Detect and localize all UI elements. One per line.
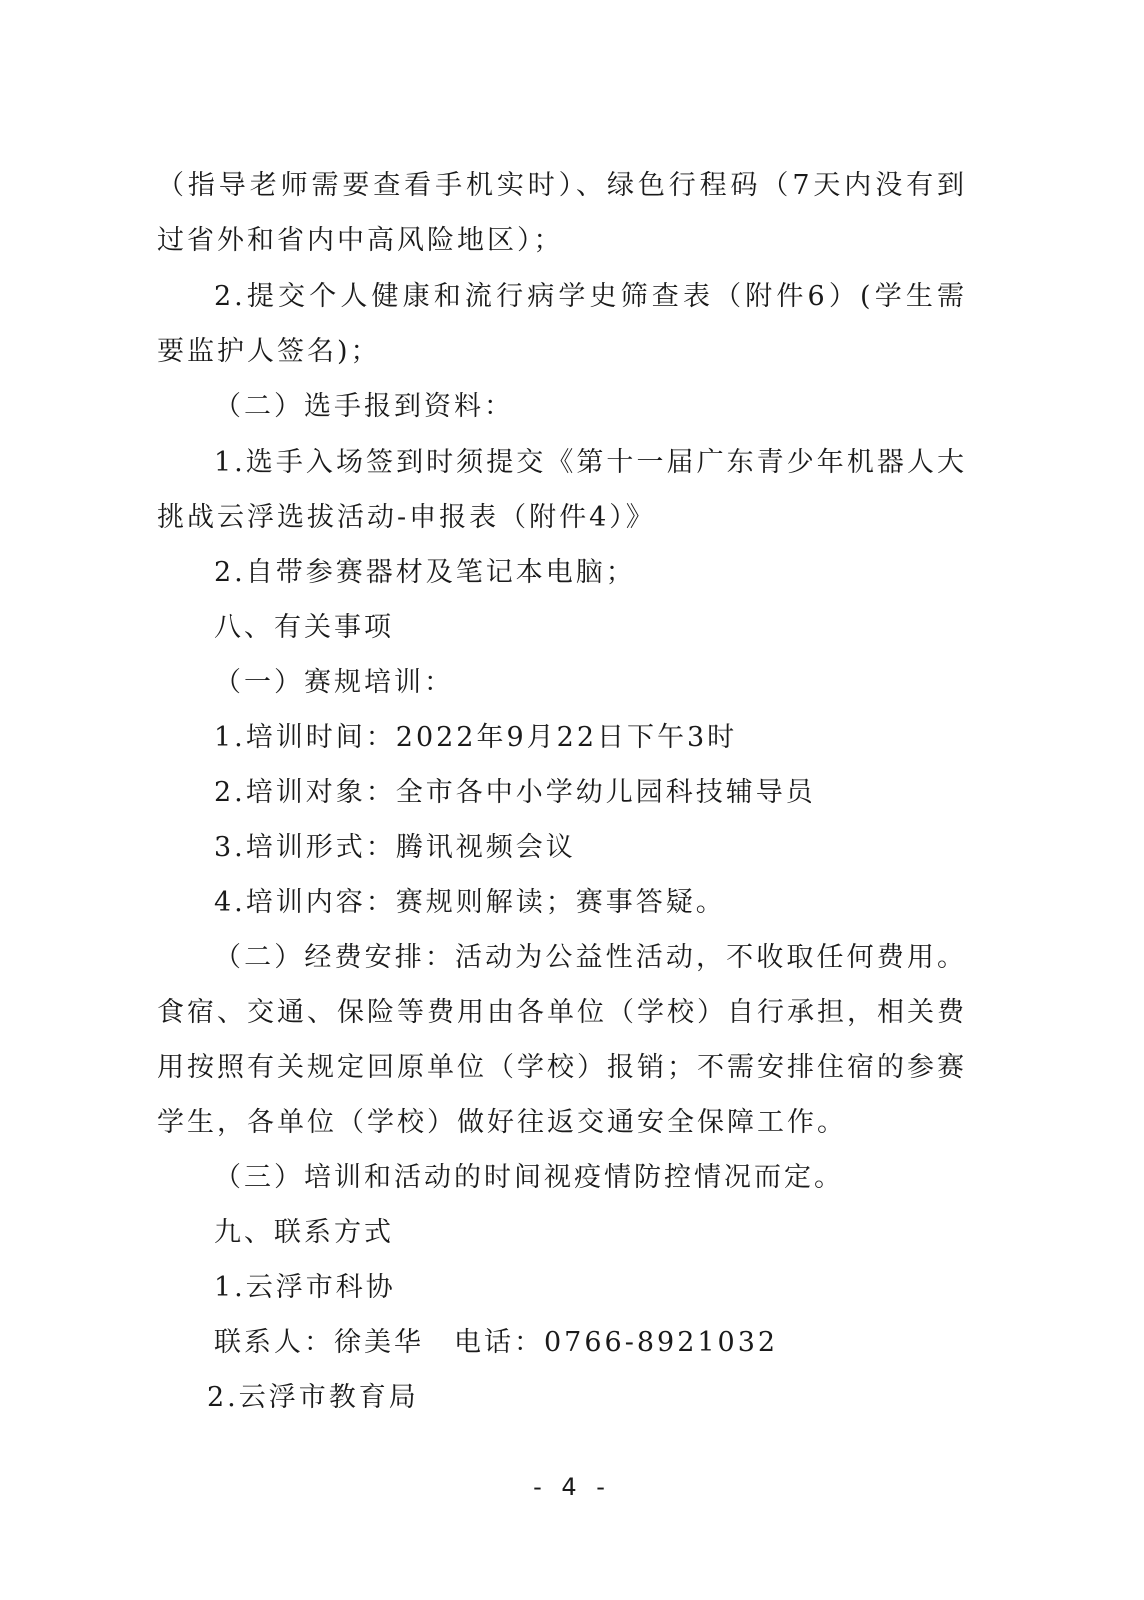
section-heading-rules-training: （一）赛规培训： [214,667,454,698]
text-line-4: 要监护人签名)； [157,336,381,367]
contact-line: 联系人：徐美华 电话：0766-8921032 [214,1327,779,1358]
text-line-6: 1.选手入场签到时须提交《第十一届广东青少年机器人大 [214,447,967,478]
text-line-21: 1.云浮市科协 [214,1272,396,1303]
text-line-17: 用按照有关规定回原单位（学校）报销；不需安排住宿的参赛 [157,1052,967,1083]
text-line-11: 1.培训时间：2022年9月22日下午3时 [214,722,738,753]
text-line-8: 2.自带参赛器材及笔记本电脑； [214,557,636,588]
text-line-19: （三）培训和活动的时间视疫情防控情况而定。 [214,1162,844,1193]
text-line-2: 过省外和省内中高风险地区）； [157,225,564,256]
text-line-3: 2.提交个人健康和流行病学史筛查表（附件6）(学生需 [214,281,967,312]
text-line-14: 4.培训内容：赛规则解读；赛事答疑。 [214,887,726,918]
text-line-16: 食宿、交通、保险等费用由各单位（学校）自行承担，相关费 [157,997,967,1028]
text-line-15: （二）经费安排：活动为公益性活动，不收取任何费用。 [214,942,967,973]
section-heading-contact: 九、联系方式 [214,1217,394,1248]
text-line-1: （指导老师需要查看手机实时）、绿色行程码（7天内没有到 [157,170,967,201]
section-heading-registration-materials: （二）选手报到资料： [214,391,514,422]
text-line-13: 3.培训形式：腾讯视频会议 [214,832,576,863]
text-line-7: 挑战云浮选拔活动-申报表（附件4）》 [157,502,656,533]
page-number: - 4 - [533,1473,611,1501]
text-line-18: 学生，各单位（学校）做好往返交通安全保障工作。 [157,1107,847,1138]
section-heading-related-matters: 八、有关事项 [214,612,394,643]
text-line-23: 2.云浮市教育局 [207,1382,419,1413]
text-line-12: 2.培训对象：全市各中小学幼儿园科技辅导员 [214,777,816,808]
